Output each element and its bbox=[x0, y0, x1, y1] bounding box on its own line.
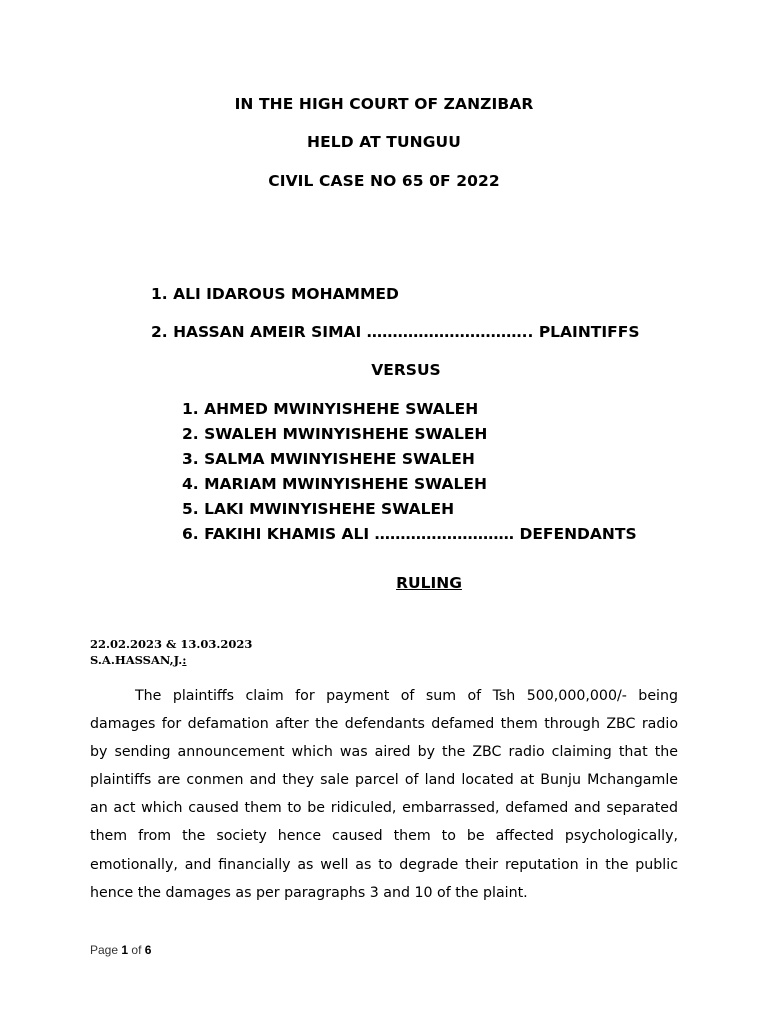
footer-of-word: of bbox=[131, 943, 142, 957]
versus-label: VERSUS bbox=[371, 361, 441, 379]
court-heading: IN THE HIGH COURT OF ZANZIBAR bbox=[234, 95, 534, 113]
defendant-item: 6. FAKIHI KHAMIS ALI ……………………… DEFENDANTS bbox=[182, 525, 637, 543]
plaintiff-1: 1. ALI IDAROUS MOHAMMED bbox=[151, 285, 399, 303]
ruling-body-text: The plaintiffs claim for payment of sum of Tsh 500,000,000/- being damages for defamation after the defendants defamed them through ZBC radio by sending announcement which was aired by the ZBC radio claiming that the plaintiffs are conmen and they sale parcel of land located at Bunju Mchangamle an act which caused them to be ridiculed, embarrassed, defamed and separated them from the society hence caused them to be affected psychologically, emotionally, and financially as well as to degrade their reputation in the public hence the damages as per paragraphs 3 and 10 of the plaint. bbox=[90, 688, 678, 901]
defendant-item: 3. SALMA MWINYISHEHE SWALEH bbox=[182, 450, 475, 468]
ruling-title: RULING bbox=[396, 574, 462, 592]
defendants-list bbox=[182, 399, 637, 549]
footer-total-pages: 6 bbox=[144, 943, 152, 957]
defendant-item: 1. AHMED MWINYISHEHE SWALEH bbox=[182, 400, 479, 418]
judge-colon: : bbox=[182, 653, 187, 667]
plaintiff-2: 2. HASSAN AMEIR SIMAI ………………………….. PLAINTIFFS bbox=[151, 323, 640, 341]
page-number-footer bbox=[90, 943, 151, 957]
ruling-body-paragraph bbox=[90, 682, 678, 907]
defendant-item: 5. LAKI MWINYISHEHE SWALEH bbox=[182, 500, 455, 518]
footer-page-word: Page bbox=[90, 943, 119, 957]
defendant-item: 2. SWALEH MWINYISHEHE SWALEH bbox=[182, 425, 488, 443]
held-at-heading: HELD AT TUNGUU bbox=[307, 133, 461, 151]
judge-signature-line bbox=[90, 653, 186, 667]
hearing-dates: 22.02.2023 & 13.03.2023 bbox=[90, 637, 253, 651]
case-number-heading: CIVIL CASE NO 65 0F 2022 bbox=[268, 172, 500, 190]
footer-current-page: 1 bbox=[121, 943, 129, 957]
defendant-item: 4. MARIAM MWINYISHEHE SWALEH bbox=[182, 475, 487, 493]
judge-name: S.A.HASSAN,J. bbox=[90, 653, 183, 667]
